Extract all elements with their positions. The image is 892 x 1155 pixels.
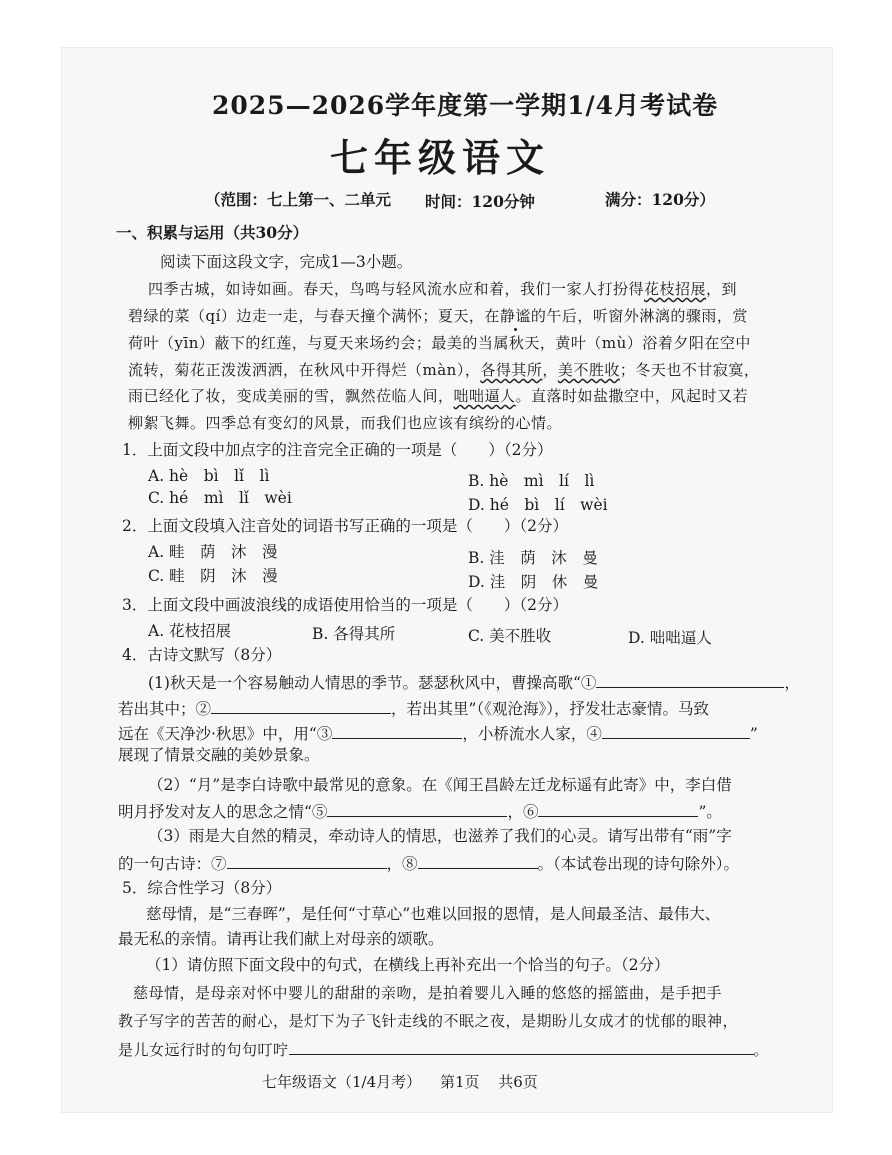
q4-part1-line3 [118, 722, 758, 744]
q4-part1-line1 [148, 671, 800, 693]
q4-text: ” [749, 725, 758, 743]
q4-part1-line4: 展现了情景交融的美妙景象。 [118, 746, 320, 764]
q4-text: 。（本试卷出现的诗句除外）。 [537, 855, 740, 873]
q1-option-a: A. hè bì lǐ lì [148, 467, 270, 485]
q4-part1-line2 [118, 697, 709, 719]
q1-stem: 1．上面文段中加点字的注音完全正确的一项是（ ）（2分） [122, 441, 553, 459]
q5-stem: 5．综合性学习（8分） [122, 879, 282, 897]
q4-part3-line2 [118, 852, 739, 874]
q4-part2-line2 [118, 800, 722, 822]
q5-intro-line2: 最无私的亲情。请再让我们献上对母亲的颂歌。 [118, 930, 444, 948]
passage-text: 流转，菊花正泼泼洒洒，在秋风中开得烂（màn）， [128, 361, 481, 379]
answer-blank-3[interactable] [332, 722, 462, 739]
passage-line-1 [148, 279, 737, 299]
footer-total: 共6页 [498, 1073, 538, 1091]
q1-option-c: C. hé mì lǐ wèi [148, 489, 292, 507]
dotted-word: 静谧 [499, 307, 531, 325]
q4-stem: 4．古诗文默写（8分） [122, 646, 282, 664]
q2-stem: 2．上面文段填入注音处的词语书写正确的一项是（ ）（2分） [122, 517, 568, 535]
passage-text: 碧绿的菜（qí）边走一走，与春天撞个满怀；夏天，在 [128, 307, 500, 325]
passage-line-2 [128, 306, 748, 326]
passage-text: 雨已经化了妆，变成美丽的雪，飘然莅临人间， [128, 387, 454, 405]
q4-text: ，小桥流水人家，④ [462, 725, 602, 743]
q5-passage-line1: 慈母情，是母亲对怀中婴儿的甜甜的亲吻，是拍着婴儿入睡的悠悠的摇篮曲，是手把手 [133, 984, 723, 1002]
footer-subject: 七年级语文（1/4月考） [262, 1073, 422, 1091]
reading-intro: 阅读下面这段文字，完成1—3小题。 [160, 253, 413, 271]
exam-title: 2025—2026学年度第一学期1/4月考试卷 [212, 91, 719, 120]
q5-passage-line2: 教子写字的苦苦的耐心，是灯下为子飞针走线的不眠之夜，是期盼儿女成才的忧郁的眼神， [118, 1012, 739, 1030]
q5-text: 是儿女远行时的句句叮咛 [118, 1041, 289, 1059]
q3-option-a: A. 花枝招展 [148, 622, 232, 640]
passage-line-3: 荷叶（yīn）蔽下的红莲，与夏天来场约会；最美的当属秋天，黄叶（mù）浴着夕阳在空中 [128, 334, 751, 352]
answer-blank-7[interactable] [227, 852, 387, 869]
q3-option-d: D. 咄咄逼人 [628, 629, 712, 647]
passage-text: 的午后，听窗外淋漓的骤雨，赏 [530, 307, 748, 325]
exam-scope: （范围：七上第一、二单元 [205, 190, 392, 209]
q1-option-b: B. hè mì lí lì [468, 472, 595, 490]
q4-text: ，⑥ [507, 803, 539, 821]
q4-text: (1)秋天是一个容易触动人情思的季节。瑟瑟秋风中，曹操高歌“① [148, 674, 597, 692]
q5-sub1: （1）请仿照下面文段中的句式，在横线上再补充出一个恰当的句子。（2分） [146, 956, 670, 974]
q5-intro-line1: 慈母情，是“三春晖”，是任何“寸草心”也难以回报的恩情，是人间最圣洁、最伟大、 [146, 905, 721, 923]
q3-stem: 3．上面文段中画波浪线的成语使用恰当的一项是（ ）（2分） [122, 596, 568, 614]
passage-text: ， [542, 361, 558, 379]
q3-option-b: B. 各得其所 [312, 625, 396, 643]
q2-option-d: D. 洼 阴 休 曼 [468, 573, 599, 591]
passage-text: ，到 [706, 280, 738, 298]
footer-label [262, 1072, 538, 1092]
q2-option-c: C. 畦 阴 沐 漫 [148, 567, 278, 585]
q4-part3-line1: （3）雨是大自然的精灵，牵动诗人的情思，也滋养了我们的心灵。请写出带有“雨”字 [148, 827, 732, 845]
idiom-wavy: 美不胜收 [557, 361, 620, 379]
exam-time: 时间：120分钟 [425, 192, 535, 211]
q4-text: 明月抒发对友人的思念之情“⑤ [118, 803, 328, 821]
answer-blank-6[interactable] [538, 800, 698, 817]
q2-option-b: B. 洼 荫 沐 曼 [468, 549, 598, 567]
passage-line-6: 柳絮飞舞。四季总有变幻的风景，而我们也应该有缤纷的心情。 [128, 414, 563, 432]
idiom-wavy: 各得其所 [480, 361, 543, 379]
answer-blank-2[interactable] [211, 697, 391, 714]
answer-blank-4[interactable] [602, 722, 750, 739]
q3-option-c: C. 美不胜收 [468, 627, 552, 645]
passage-text: ；冬天也不甘寂寞， [619, 361, 760, 379]
q4-text: ， [784, 674, 800, 692]
q4-part2-line1: （2）“月”是李白诗歌中最常见的意象。在《闻王昌龄左迁龙标遥有此寄》中，李白借 [148, 776, 732, 794]
q5-text: 。 [753, 1041, 770, 1059]
exam-score: 满分：120分） [605, 190, 715, 209]
q4-text: 远在《天净沙·秋思》中，用“③ [118, 725, 333, 743]
q4-text: 的一句古诗：⑦ [118, 855, 227, 873]
idiom-wavy: 咄咄逼人 [453, 387, 516, 405]
q5-passage-line3 [118, 1038, 769, 1060]
passage-text: 四季古城，如诗如画。春天，鸟鸣与轻风流水应和着，我们一家人打扮得 [148, 280, 645, 298]
q4-text: ，若出其里”（《观沧海》），抒发壮志豪情。马致 [391, 700, 709, 718]
q4-text: ，⑧ [386, 855, 418, 873]
answer-blank-1[interactable] [596, 671, 784, 688]
passage-line-5 [128, 386, 748, 406]
passage-line-4 [128, 360, 759, 380]
section-heading: 一、积累与运用（共30分） [116, 223, 309, 242]
q4-text: 若出其中；② [118, 700, 212, 718]
answer-blank-9[interactable] [289, 1038, 754, 1055]
q4-text: ”。 [698, 803, 722, 821]
q2-option-a: A. 畦 荫 沐 漫 [148, 543, 278, 561]
q1-option-d: D. hé bì lí wèi [468, 496, 608, 514]
passage-text: 。直落时如盐撒空中，风起时又若 [515, 387, 749, 405]
idiom-wavy: 花枝招展 [644, 280, 707, 298]
answer-blank-8[interactable] [418, 852, 538, 869]
footer-page: 第1页 [439, 1073, 480, 1091]
subject-title: 七年级语文 [330, 135, 551, 180]
answer-blank-5[interactable] [327, 800, 507, 817]
